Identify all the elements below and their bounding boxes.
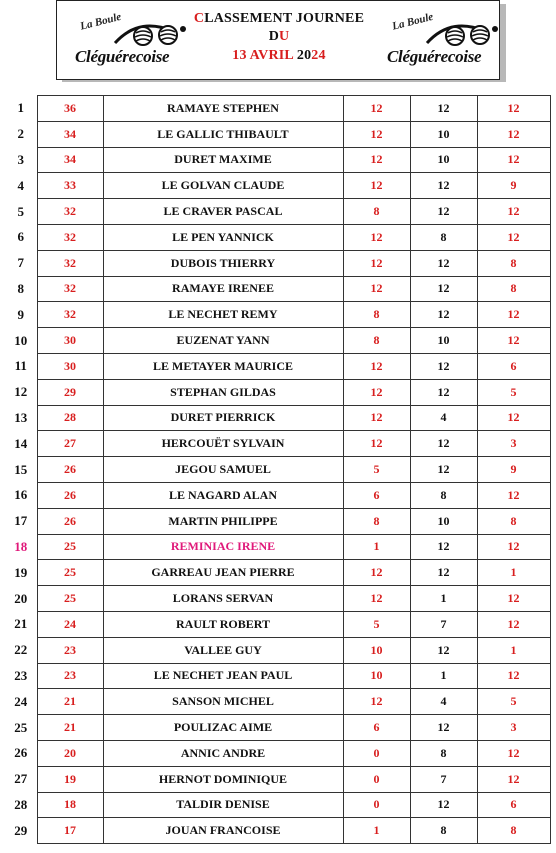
club-logo-right [385, 10, 503, 73]
game2-score-cell: 8 [410, 482, 477, 508]
logo-main-text: Cléguérecoise [387, 47, 482, 66]
player-name-cell: DUBOIS THIERRY [103, 250, 343, 276]
rank-cell: 25 [14, 719, 28, 735]
total-cell: 36 [37, 96, 103, 122]
table-row [5, 96, 550, 122]
table-row [5, 199, 550, 225]
player-name-cell: LE GOLVAN CLAUDE [103, 173, 343, 199]
total-cell: 23 [37, 663, 103, 689]
player-name-cell: RAMAYE STEPHEN [103, 96, 343, 122]
game3-score-cell: 12 [477, 302, 550, 328]
game1-score-cell: 8 [343, 302, 410, 328]
game3-score-cell: 8 [477, 508, 550, 534]
rank-cell: 28 [14, 796, 28, 812]
table-row [5, 457, 550, 483]
game1-score-cell: 8 [343, 328, 410, 354]
table-row [5, 740, 550, 766]
player-name-cell: JOUAN FRANCOISE [103, 818, 343, 844]
table-row [5, 663, 550, 689]
game2-score-cell: 12 [410, 792, 477, 818]
game3-score-cell: 12 [477, 534, 550, 560]
table-row [5, 302, 550, 328]
date-part: 13 [232, 48, 247, 63]
game1-score-cell: 12 [343, 379, 410, 405]
game3-score-cell: 12 [477, 147, 550, 173]
table-row [5, 431, 550, 457]
total-cell: 19 [37, 766, 103, 792]
rank-cell: 20 [14, 590, 28, 606]
player-name-cell: EUZENAT YANN [103, 328, 343, 354]
rank-cell: 11 [14, 358, 27, 374]
rank-cell: 22 [14, 642, 28, 658]
rank-cell: 19 [14, 564, 28, 580]
table-row [5, 611, 550, 637]
title-line-1-rest: LASSEMENT JOURNEE [204, 11, 365, 26]
rank-cell: 6 [17, 229, 24, 245]
game1-score-cell: 6 [343, 482, 410, 508]
game2-score-cell: 1 [410, 586, 477, 612]
title-line-1-initial: C [193, 11, 205, 26]
title-line-1 [187, 9, 371, 28]
game3-score-cell: 8 [477, 818, 550, 844]
table-row [5, 482, 550, 508]
rank-cell: 3 [17, 151, 24, 167]
table-row [5, 224, 550, 250]
total-cell: 32 [37, 276, 103, 302]
game1-score-cell: 0 [343, 766, 410, 792]
total-cell: 17 [37, 818, 103, 844]
table-row [5, 147, 550, 173]
game1-score-cell: 12 [343, 431, 410, 457]
game2-score-cell: 12 [410, 173, 477, 199]
table-row [5, 560, 550, 586]
game2-score-cell: 12 [410, 199, 477, 225]
game2-score-cell: 10 [410, 508, 477, 534]
game3-score-cell: 8 [477, 250, 550, 276]
rank-cell: 2 [17, 126, 24, 142]
game1-score-cell: 12 [343, 173, 410, 199]
game2-score-cell: 10 [410, 147, 477, 173]
total-cell: 24 [37, 611, 103, 637]
player-name-cell: LE NECHET JEAN PAUL [103, 663, 343, 689]
table-row [5, 818, 550, 844]
player-name-cell: LE NAGARD ALAN [103, 482, 343, 508]
game2-score-cell: 12 [410, 302, 477, 328]
total-cell: 20 [37, 740, 103, 766]
player-name-cell: TALDIR DENISE [103, 792, 343, 818]
game2-score-cell: 8 [410, 818, 477, 844]
table-row [5, 766, 550, 792]
game3-score-cell: 3 [477, 431, 550, 457]
ranking-body [5, 96, 550, 844]
game1-score-cell: 1 [343, 534, 410, 560]
table-row [5, 508, 550, 534]
title-date [187, 46, 371, 65]
header-box [56, 0, 500, 80]
table-row [5, 715, 550, 741]
table-row [5, 379, 550, 405]
player-name-cell: LE GALLIC THIBAULT [103, 121, 343, 147]
player-name-cell: LE PEN YANNICK [103, 224, 343, 250]
game2-score-cell: 7 [410, 766, 477, 792]
date-part: 24 [311, 48, 326, 63]
table-row [5, 250, 550, 276]
rank-cell: 8 [17, 280, 24, 296]
game2-score-cell: 12 [410, 96, 477, 122]
game2-score-cell: 1 [410, 663, 477, 689]
game2-score-cell: 12 [410, 715, 477, 741]
game1-score-cell: 12 [343, 586, 410, 612]
game3-score-cell: 12 [477, 199, 550, 225]
game1-score-cell: 12 [343, 147, 410, 173]
game3-score-cell: 12 [477, 328, 550, 354]
game2-score-cell: 12 [410, 250, 477, 276]
rank-cell: 18 [14, 538, 28, 554]
game2-score-cell: 12 [410, 457, 477, 483]
player-name-cell: RAMAYE IRENEE [103, 276, 343, 302]
game3-score-cell: 5 [477, 379, 550, 405]
total-cell: 23 [37, 637, 103, 663]
rank-cell: 15 [14, 461, 28, 477]
total-cell: 32 [37, 250, 103, 276]
game3-score-cell: 1 [477, 637, 550, 663]
player-name-cell: VALLEE GUY [103, 637, 343, 663]
table-row [5, 586, 550, 612]
player-name-cell: REMINIAC IRENE [103, 534, 343, 560]
game2-score-cell: 4 [410, 405, 477, 431]
total-cell: 34 [37, 147, 103, 173]
game2-score-cell: 12 [410, 379, 477, 405]
game2-score-cell: 12 [410, 534, 477, 560]
total-cell: 25 [37, 586, 103, 612]
player-name-cell: HERNOT DOMINIQUE [103, 766, 343, 792]
total-cell: 28 [37, 405, 103, 431]
rank-cell: 5 [17, 203, 24, 219]
game1-score-cell: 1 [343, 818, 410, 844]
date-part: 20 [296, 48, 312, 63]
ranking-table [5, 95, 551, 844]
table-row [5, 637, 550, 663]
logo-small-text: La Boule [79, 10, 123, 33]
total-cell: 34 [37, 121, 103, 147]
total-cell: 25 [37, 560, 103, 586]
table-row [5, 353, 550, 379]
rank-cell: 12 [14, 384, 28, 400]
game1-score-cell: 12 [343, 560, 410, 586]
rank-cell: 1 [17, 100, 24, 116]
game3-score-cell: 12 [477, 740, 550, 766]
total-cell: 33 [37, 173, 103, 199]
total-cell: 18 [37, 792, 103, 818]
total-cell: 26 [37, 482, 103, 508]
game3-score-cell: 12 [477, 96, 550, 122]
total-cell: 29 [37, 379, 103, 405]
rank-cell: 17 [14, 513, 28, 529]
total-cell: 32 [37, 199, 103, 225]
total-cell: 32 [37, 302, 103, 328]
title-line-2-initial: D [268, 29, 279, 44]
table-row [5, 534, 550, 560]
rank-cell: 26 [14, 745, 28, 761]
game3-score-cell: 12 [477, 482, 550, 508]
game3-score-cell: 12 [477, 586, 550, 612]
game2-score-cell: 4 [410, 689, 477, 715]
title-line-2-rest: U [279, 29, 290, 44]
game3-score-cell: 12 [477, 611, 550, 637]
club-logo-left [73, 10, 191, 73]
total-cell: 27 [37, 431, 103, 457]
logo-small-text: La Boule [391, 10, 435, 33]
game1-score-cell: 6 [343, 715, 410, 741]
player-name-cell: JEGOU SAMUEL [103, 457, 343, 483]
player-name-cell: GARREAU JEAN PIERRE [103, 560, 343, 586]
game1-score-cell: 0 [343, 740, 410, 766]
rank-cell: 4 [17, 177, 24, 193]
player-name-cell: ANNIC ANDRE [103, 740, 343, 766]
rank-cell: 16 [14, 487, 28, 503]
rank-cell: 13 [14, 409, 28, 425]
rank-cell: 24 [14, 693, 28, 709]
logo-main-text: Cléguérecoise [75, 47, 170, 66]
game1-score-cell: 12 [343, 121, 410, 147]
date-part: AVRIL [246, 48, 297, 63]
game1-score-cell: 10 [343, 637, 410, 663]
rank-cell: 21 [14, 616, 28, 632]
player-name-cell: LORANS SERVAN [103, 586, 343, 612]
rank-cell: 7 [17, 255, 24, 271]
table-row [5, 328, 550, 354]
game3-score-cell: 3 [477, 715, 550, 741]
game1-score-cell: 12 [343, 276, 410, 302]
title-line-2 [187, 27, 371, 46]
player-name-cell: LE METAYER MAURICE [103, 353, 343, 379]
game1-score-cell: 12 [343, 224, 410, 250]
rank-cell: 29 [14, 822, 28, 838]
game3-score-cell: 6 [477, 792, 550, 818]
game3-score-cell: 12 [477, 224, 550, 250]
game1-score-cell: 10 [343, 663, 410, 689]
game2-score-cell: 7 [410, 611, 477, 637]
game2-score-cell: 12 [410, 637, 477, 663]
rank-cell: 14 [14, 435, 28, 451]
game2-score-cell: 10 [410, 328, 477, 354]
game1-score-cell: 12 [343, 405, 410, 431]
game3-score-cell: 5 [477, 689, 550, 715]
player-name-cell: STEPHAN GILDAS [103, 379, 343, 405]
total-cell: 26 [37, 508, 103, 534]
rank-cell: 27 [14, 771, 28, 787]
game1-score-cell: 12 [343, 689, 410, 715]
total-cell: 26 [37, 457, 103, 483]
game3-score-cell: 12 [477, 766, 550, 792]
table-row [5, 121, 550, 147]
player-name-cell: SANSON MICHEL [103, 689, 343, 715]
game2-score-cell: 12 [410, 431, 477, 457]
table-row [5, 405, 550, 431]
game2-score-cell: 8 [410, 740, 477, 766]
table-row [5, 689, 550, 715]
game3-score-cell: 9 [477, 457, 550, 483]
game2-score-cell: 8 [410, 224, 477, 250]
total-cell: 30 [37, 328, 103, 354]
game1-score-cell: 0 [343, 792, 410, 818]
game1-score-cell: 12 [343, 353, 410, 379]
player-name-cell: HERCOUËT SYLVAIN [103, 431, 343, 457]
player-name-cell: RAULT ROBERT [103, 611, 343, 637]
game1-score-cell: 5 [343, 611, 410, 637]
table-row [5, 173, 550, 199]
game1-score-cell: 8 [343, 508, 410, 534]
game3-score-cell: 1 [477, 560, 550, 586]
player-name-cell: MARTIN PHILIPPE [103, 508, 343, 534]
player-name-cell: LE NECHET REMY [103, 302, 343, 328]
rank-cell: 23 [14, 667, 28, 683]
game2-score-cell: 12 [410, 560, 477, 586]
player-name-cell: LE CRAVER PASCAL [103, 199, 343, 225]
game2-score-cell: 12 [410, 276, 477, 302]
player-name-cell: DURET MAXIME [103, 147, 343, 173]
total-cell: 25 [37, 534, 103, 560]
game2-score-cell: 12 [410, 353, 477, 379]
game3-score-cell: 9 [477, 173, 550, 199]
total-cell: 21 [37, 689, 103, 715]
rank-cell: 9 [17, 306, 24, 322]
total-cell: 30 [37, 353, 103, 379]
game1-score-cell: 12 [343, 96, 410, 122]
game3-score-cell: 12 [477, 663, 550, 689]
game2-score-cell: 10 [410, 121, 477, 147]
total-cell: 21 [37, 715, 103, 741]
game1-score-cell: 5 [343, 457, 410, 483]
game3-score-cell: 12 [477, 405, 550, 431]
player-name-cell: DURET PIERRICK [103, 405, 343, 431]
game1-score-cell: 12 [343, 250, 410, 276]
game3-score-cell: 6 [477, 353, 550, 379]
table-row [5, 276, 550, 302]
total-cell: 32 [37, 224, 103, 250]
game1-score-cell: 8 [343, 199, 410, 225]
table-row [5, 792, 550, 818]
rank-cell: 10 [14, 332, 28, 348]
game3-score-cell: 12 [477, 121, 550, 147]
player-name-cell: POULIZAC AIME [103, 715, 343, 741]
game3-score-cell: 8 [477, 276, 550, 302]
